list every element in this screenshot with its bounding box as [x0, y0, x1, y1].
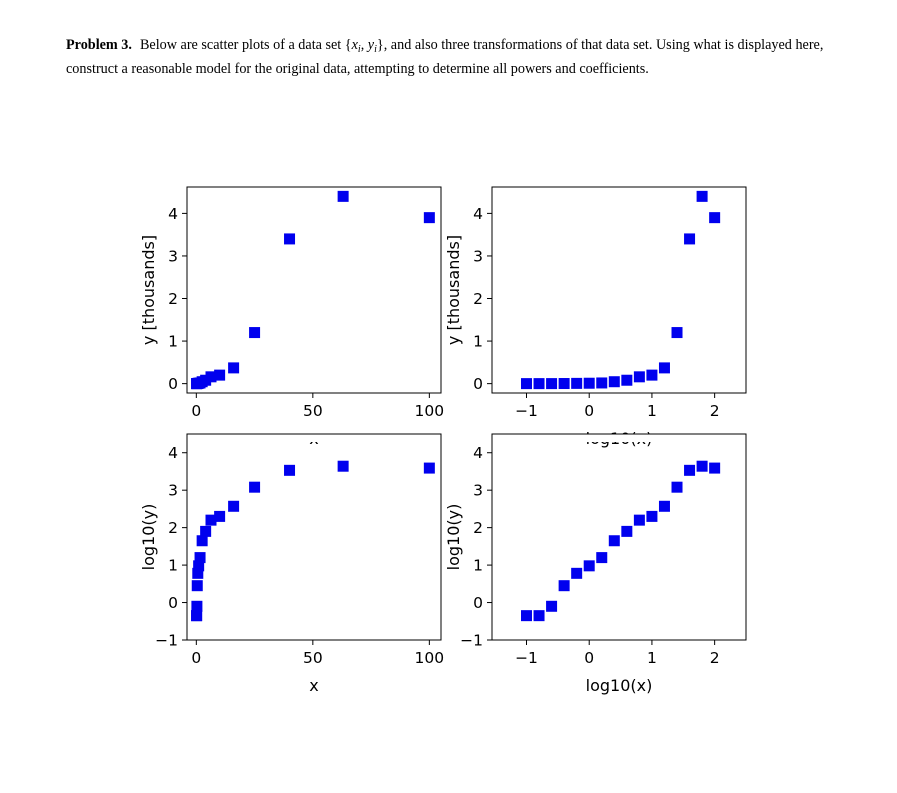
data-point — [609, 535, 620, 546]
x-tick-label: −1 — [515, 649, 538, 667]
y-axis-label: y [thousands] — [444, 234, 463, 346]
x-tick-label: 50 — [302, 649, 323, 667]
data-point — [571, 568, 582, 579]
y-tick-label: 1 — [473, 556, 483, 575]
data-point — [197, 535, 208, 546]
x-tick-label: 100 — [414, 402, 445, 420]
data-point — [609, 376, 620, 387]
data-point — [338, 191, 349, 202]
data-point — [697, 191, 708, 202]
data-point — [192, 580, 203, 591]
axes-frame — [187, 434, 441, 640]
data-point — [521, 610, 532, 621]
y-tick-label: 0 — [168, 594, 178, 613]
data-point — [559, 580, 570, 591]
scatter-panel-4 — [444, 434, 746, 695]
y-tick-label: 1 — [168, 332, 178, 351]
data-point — [646, 511, 657, 522]
data-point — [214, 511, 225, 522]
x-tick-label: 1 — [646, 402, 657, 420]
data-point — [424, 463, 435, 474]
data-point — [584, 378, 595, 389]
set-close-brace: } — [376, 37, 384, 53]
data-point — [596, 552, 607, 563]
y-tick-label: 2 — [168, 290, 178, 309]
y-tick-label: 0 — [168, 375, 178, 394]
data-point — [659, 362, 670, 373]
scatter-panel-1 — [139, 187, 444, 448]
y-tick-label: 4 — [168, 204, 178, 223]
y-tick-label: 3 — [473, 481, 483, 500]
data-point — [659, 501, 670, 512]
var-y: y — [367, 37, 375, 53]
data-point — [546, 601, 557, 612]
data-point — [571, 378, 582, 389]
data-point — [697, 461, 708, 472]
y-tick-label: 1 — [473, 332, 483, 351]
data-point — [596, 377, 607, 388]
data-point — [634, 371, 645, 382]
y-tick-label: 0 — [473, 594, 483, 613]
data-point — [195, 552, 206, 563]
data-point — [534, 378, 545, 389]
y-tick-label: 3 — [168, 481, 178, 500]
data-point — [534, 610, 545, 621]
data-point — [228, 501, 239, 512]
y-tick-label: −1 — [155, 631, 178, 650]
problem-heading: Problem 3. — [66, 37, 132, 53]
data-point — [684, 233, 695, 244]
data-point — [621, 375, 632, 386]
data-point — [559, 378, 570, 389]
data-point — [672, 327, 683, 338]
y-tick-label: 4 — [473, 444, 483, 463]
y-tick-label: 1 — [168, 556, 178, 575]
data-point — [521, 378, 532, 389]
x-axis-label: log10(x) — [585, 676, 653, 695]
panel-background — [187, 434, 441, 442]
x-tick-label: 2 — [709, 649, 720, 667]
y-tick-label: 2 — [473, 519, 483, 538]
x-tick-label: 1 — [646, 649, 657, 667]
x-tick-label: 0 — [191, 402, 202, 420]
x-tick-label: 0 — [584, 402, 595, 420]
data-point — [249, 482, 260, 493]
x-tick-label: 50 — [302, 402, 323, 420]
set-open-brace: { — [344, 37, 352, 53]
scatter-panel-2 — [444, 187, 746, 448]
data-point — [684, 465, 695, 476]
problem-text-before: Below are scatter plots of a data set — [139, 37, 345, 53]
data-point — [191, 601, 202, 612]
data-point — [672, 482, 683, 493]
x-tick-label: 100 — [414, 649, 445, 667]
data-point — [338, 461, 349, 472]
data-point — [584, 560, 595, 571]
data-point — [546, 378, 557, 389]
x-tick-label: −1 — [515, 402, 538, 420]
panel-background — [492, 434, 746, 442]
problem-text-after: , and also three transformations of that data set. Using what is displayed here, construct a reasonable model for the original data, attempting to determine all powers and coefficients. — [66, 37, 824, 77]
y-tick-label: 4 — [473, 204, 483, 223]
y-axis-label: log10(y) — [444, 503, 463, 571]
set-comma: , — [360, 37, 368, 53]
axes-frame — [492, 187, 746, 393]
y-axis-label: log10(y) — [139, 503, 158, 571]
y-tick-label: 4 — [168, 444, 178, 463]
data-point — [646, 370, 657, 381]
data-point — [200, 526, 211, 537]
y-tick-label: 2 — [473, 290, 483, 309]
y-axis-label: y [thousands] — [139, 234, 158, 346]
data-point — [424, 212, 435, 223]
y-tick-label: 0 — [473, 375, 483, 394]
x-tick-label: 0 — [191, 649, 202, 667]
subscript-i-x: i — [357, 44, 361, 55]
data-point — [249, 327, 260, 338]
subscript-i-y: i — [374, 44, 377, 55]
axes-frame — [187, 187, 441, 393]
lower-panel-backgrounds — [187, 434, 746, 442]
data-point — [228, 362, 239, 373]
y-tick-label: 3 — [473, 247, 483, 266]
data-point — [214, 370, 225, 381]
scatter-panel-3 — [139, 434, 444, 695]
data-point — [191, 610, 202, 621]
y-tick-label: −1 — [460, 631, 483, 650]
data-point — [709, 463, 720, 474]
data-point — [709, 212, 720, 223]
x-tick-label: 2 — [709, 402, 720, 420]
data-point — [284, 233, 295, 244]
data-point — [634, 515, 645, 526]
y-tick-label: 2 — [168, 519, 178, 538]
data-point — [284, 465, 295, 476]
var-x: x — [351, 37, 358, 53]
y-tick-label: 3 — [168, 247, 178, 266]
data-point — [621, 526, 632, 537]
x-tick-label: 0 — [584, 649, 595, 667]
x-axis-label: x — [309, 676, 319, 695]
